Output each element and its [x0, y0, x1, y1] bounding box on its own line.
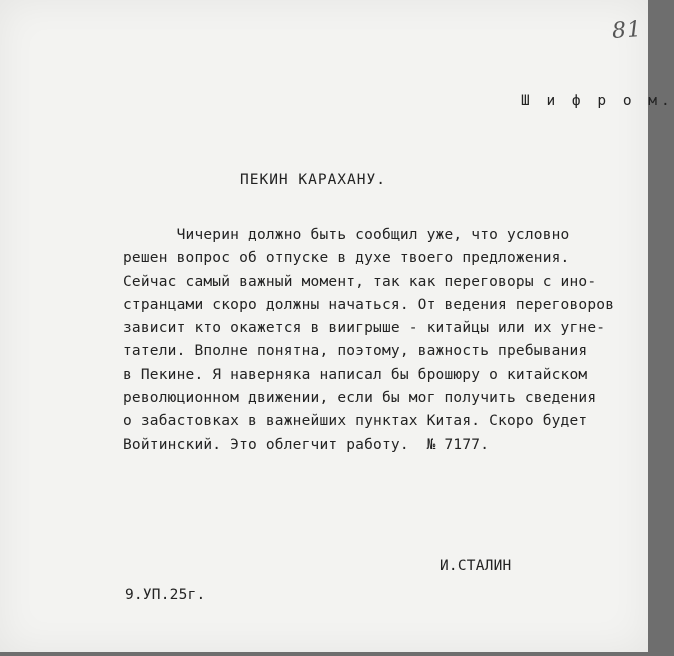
body-line: странцами скоро должны начаться. От ведения переговоров — [123, 296, 615, 313]
telegram-body — [123, 224, 643, 457]
body-line: Сейчас самый важный момент, так как переговоры с ино- — [123, 273, 597, 290]
date-line: 9.УП.25г. — [125, 587, 206, 603]
body-line: Войтинский. Это облегчит работу. № 7177. — [123, 436, 490, 453]
signature: И.СТАЛИН — [440, 558, 512, 574]
body-line: революционном движении, если бы мог получить сведения — [123, 390, 597, 407]
body-line: о забастовках в важнейших пунктах Китая. Скоро будет — [123, 413, 588, 430]
body-line: Чичерин должно быть сообщил уже, что условно — [123, 227, 570, 243]
handwritten-page-number: 81 — [611, 16, 643, 45]
body-line: в Пекине. Я наверняка написал бы брошюру о китайском — [123, 366, 588, 383]
body-line: татели. Вполне понятна, поэтому, важность пребывания — [123, 343, 588, 360]
addressee-line: ПЕКИН КАРАХАНУ. — [240, 172, 386, 188]
body-line: решен вопрос об отпуске в духе твоего предложения. — [123, 250, 570, 267]
cipher-mark: Ш и ф р о м. — [521, 93, 674, 109]
body-line: зависит кто окажется в виигрыше - китайцы или их угне- — [123, 320, 606, 337]
